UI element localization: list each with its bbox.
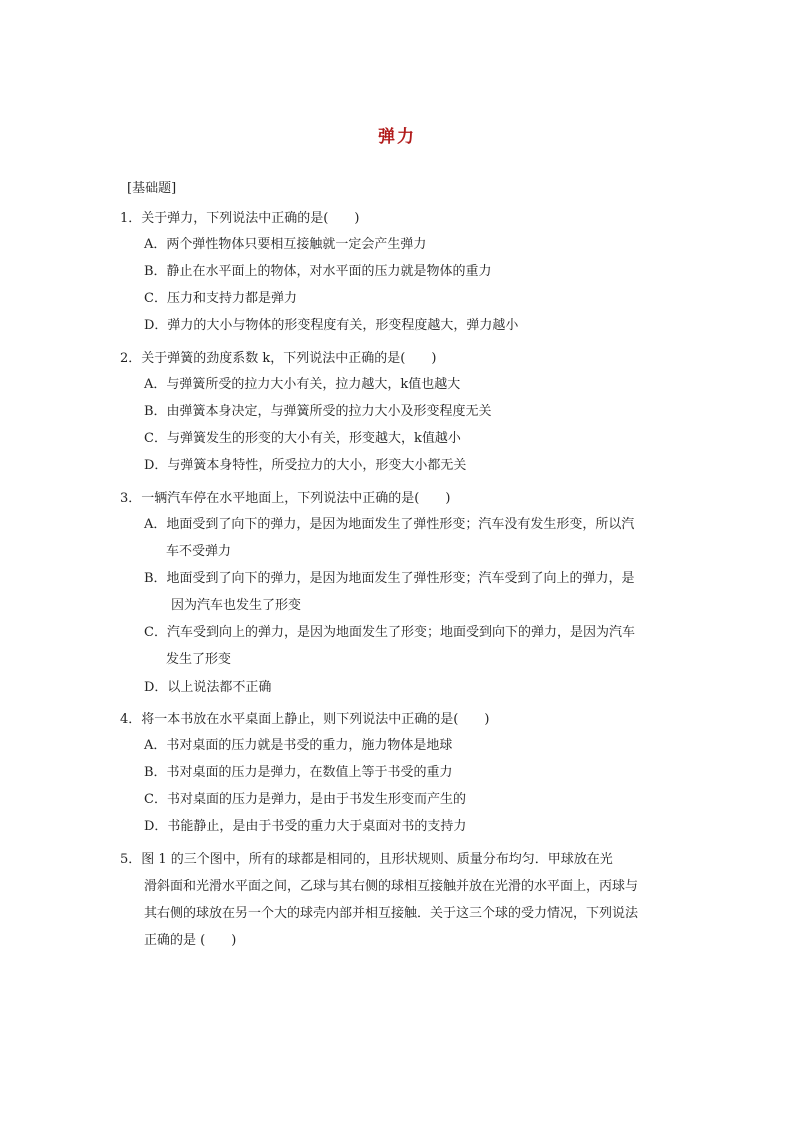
q2-option-b: B．由弹簧本身决定，与弹簧所受的拉力大小及形变程度无关: [144, 404, 492, 419]
q1-option-a: A．两个弹性物体只要相互接触就一定会产生弹力: [144, 237, 427, 252]
q2-option-c: C．与弹簧发生的形变的大小有关，形变越大，k值越小: [144, 431, 461, 446]
q4-option-b: B．书对桌面的压力是弹力，在数值上等于书受的重力: [144, 765, 453, 780]
q4-option-a: A．书对桌面的压力就是书受的重力，施力物体是地球: [144, 738, 453, 753]
question-3-stem: 3．一辆汽车停在水平地面上，下列说法中正确的是( ): [120, 491, 451, 506]
q4-option-c: C．书对桌面的压力是弹力，是由于书发生形变而产生的: [144, 792, 466, 807]
question-2-stem: 2．关于弹簧的劲度系数 k，下列说法中正确的是( ): [120, 351, 437, 366]
section-label: [基础题]: [127, 181, 177, 196]
q1-option-c: C．压力和支持力都是弹力: [144, 291, 297, 306]
question-4-stem: 4．将一本书放在水平桌面上静止，则下列说法中正确的是( ): [120, 712, 490, 727]
q3-option-b-cont: 因为汽车也发生了形变: [171, 598, 302, 613]
q1-option-b: B．静止在水平面上的物体，对水平面的压力就是物体的重力: [144, 264, 492, 279]
question-5-stem-line-2: 滑斜面和光滑水平面之间，乙球与其右侧的球相互接触并放在光滑的水平面上，丙球与: [144, 879, 639, 894]
question-1-stem: 1．关于弹力，下列说法中正确的是( ): [120, 211, 360, 226]
q3-option-c: C．汽车受到向上的弹力，是因为地面发生了形变；地面受到向下的弹力，是因为汽车: [144, 625, 635, 640]
page-title: 弹力: [378, 127, 416, 147]
q3-option-a: A．地面受到了向下的弹力，是因为地面发生了弹性形变；汽车没有发生形变，所以汽: [144, 517, 635, 532]
q3-option-a-cont: 车不受弹力: [166, 544, 232, 559]
q3-option-d: D．以上说法都不正确: [144, 680, 272, 695]
q2-option-a: A．与弹簧所受的拉力大小有关，拉力越大，k值也越大: [144, 377, 461, 392]
question-5-stem-line-1: 5．图 1 的三个图中，所有的球都是相同的，且形状规则、质量分布均匀．甲球放在光: [120, 852, 613, 867]
q3-option-b: B．地面受到了向下的弹力，是因为地面发生了弹性形变；汽车受到了向上的弹力，是: [144, 571, 635, 586]
q2-option-d: D．与弹簧本身特性，所受拉力的大小，形变大小都无关: [144, 458, 467, 473]
question-5-stem-line-4: 正确的是 ( ): [144, 933, 237, 948]
q1-option-d: D．弹力的大小与物体的形变程度有关，形变程度越大，弹力越小: [144, 318, 519, 333]
q3-option-c-cont: 发生了形变: [166, 652, 232, 667]
q4-option-d: D．书能静止，是由于书受的重力大于桌面对书的支持力: [144, 819, 467, 834]
question-5-stem-line-3: 其右侧的球放在另一个大的球壳内部并相互接触．关于这三个球的受力情况，下列说法: [144, 906, 639, 921]
